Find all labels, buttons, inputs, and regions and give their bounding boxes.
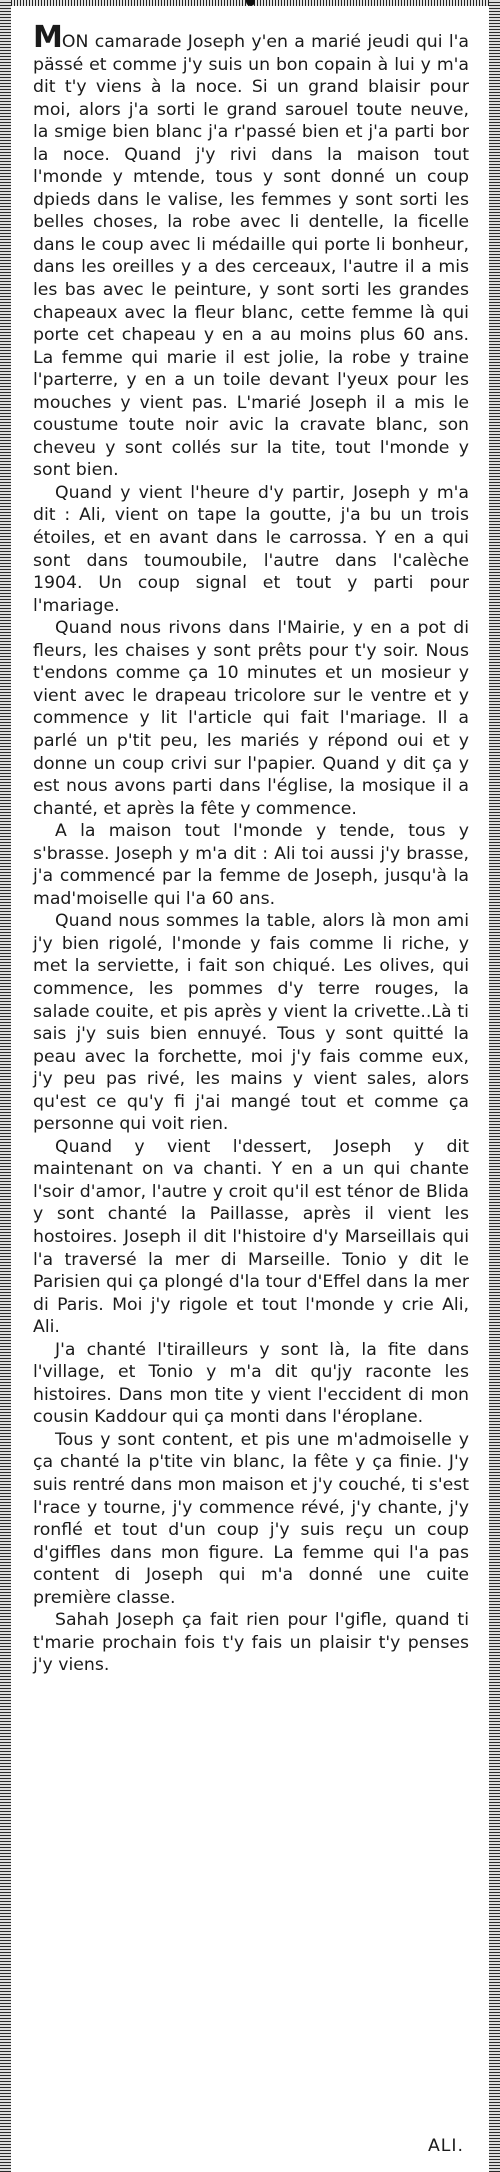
right-column-rule [489,0,500,2172]
article-paragraph [33,20,469,482]
article-paragraph: Quand y vient l'heure d'y partir, Joseph y m'a dit : Ali, vient on tape la goutte, j'a bu un trois étoiles, et en avant dans le carrossa. Y en a qui sont dans toumoubile, l'autre dans l'calèche 1904. Un coup signal et tout y parti pour l'mariage. [33,482,469,616]
article-body [33,20,469,1677]
drop-cap: M [33,20,62,55]
article-paragraph: Sahah Joseph ça fait rien pour l'gifle, quand ti t'marie prochain fois t'y fais un plaisir t'y penses j'y viens. [33,1610,469,1676]
article-paragraph: Quand nous rivons dans l'Mairie, y en a pot di fleurs, les chaises y sont prêts pour t'y soir. Nous t'endons comme ça 10 minutes et un mosieur y vient avec le drapeau tricolore sur le ventre et y commence y lit l'article qui fait l'mariage. Il a parlé un p'tit peu, les mariés y répond oui et y donne un coup crivi sur l'papier. Quand y dit ça y est nous avons parti dans l'église, la mosique il a chanté, et après la fête y commence. [33,618,469,819]
article-paragraph: Quand y vient l'dessert, Joseph y dit maintenant on va chanti. Y en a un qui chante l'soir d'amor, l'autre y croit qu'il est ténor de Blida y sont chanté la Paillasse, après il vient les hostoires. Joseph il dit l'histoire d'y Marseillais qui l'a traversé la mer di Marseille. Tonio y dit le Parisien qui ça plongé d'la tour d'Effel dans la mer di Paris. Moi j'y rigole et tout l'monde y crie Ali, Ali. [33,1136,469,1338]
paragraph-text: ON camarade Joseph y'en a marié jeudi qui l'a pässé et comme j'y suis un bon copain à lui y m'a dit t'y viens à la noce. Si un grand blaisir pour moi, alors j'a sorti le grand sarouel toute neuve, la smige bien blanc j'a r'passé bien et j'a parti bor la noce. Quand j'y rivi dans la maison tout l'monde y mtende, tous y sont donné un coup dpieds dans le valise, les femmes y sont sorti les belles choses, la robe avec li dentelle, la ficelle dans le coup avec li médaille qui porte li bonheur, dans les oreilles y a des cerceaux, l'autre il a mis les bas avec le peinture, y sont sorti les grandes chapeaux avec la fleur blanc, cette femme là qui porte cet chapeau y en a au moins plus 60 ans. La femme qui marie il est jolie, la robe y traine l'parterre, y en a un toile devant l'yeux pour les mouches y vient pas. L'marié Joseph il a mis le coustume toute noir avic la cravate blanc, son cheveu y sont collés sur la tite, tout l'monde y sont bien. [33,32,469,481]
article-paragraph: Quand nous sommes la table, alors là mon ami j'y bien rigolé, l'monde y fais comme li riche, y met la serviette, i fait son chiqué. Les olives, qui commence, les pommes d'y terre rouges, la salade couite, et pis après y vient la crivette..Là ti sais j'y suis bien ennuyé. Tous y sont quitté la peau avec la forchette, moi j'y fais comme eux, j'y peu pas rivé, les mains y vient sales, alors qu'est ce qu'y fi j'ai mangé tout et comme ça personne qui voit rien. [33,911,469,1135]
author-signature: ALI. [427,2136,464,2156]
article-paragraph: Tous y sont content, et pis une m'admoiselle y ça chanté la p'tite vin blanc, la fête y ça finie. J'y suis rentré dans mon maison et j'y couché, ti s'est l'race y tourne, j'y commence révé, j'y chante, j'y ronflé et tout d'un coup j'y suis reçu un coup d'giffles dans mon figure. La femme qui l'a pas content di Joseph qui m'a donné une cuite première classe. [33,1429,469,1608]
left-column-rule [0,0,11,2172]
article-paragraph: A la maison tout l'monde y tende, tous y s'brasse. Joseph y m'a dit : Ali toi aussi j'y brasse, j'a commencé par la femme de Joseph, jusqu'à la mad'moiselle qui l'a 60 ans. [33,821,469,909]
article-paragraph: J'a chanté l'tirailleurs y sont là, la fite dans l'village, et Tonio y m'a dit qu'jy raconte les histoires. Dans mon tite y vient l'eccident di mon cousin Kaddour qui ça monti dans l'éroplane. [33,1339,469,1428]
